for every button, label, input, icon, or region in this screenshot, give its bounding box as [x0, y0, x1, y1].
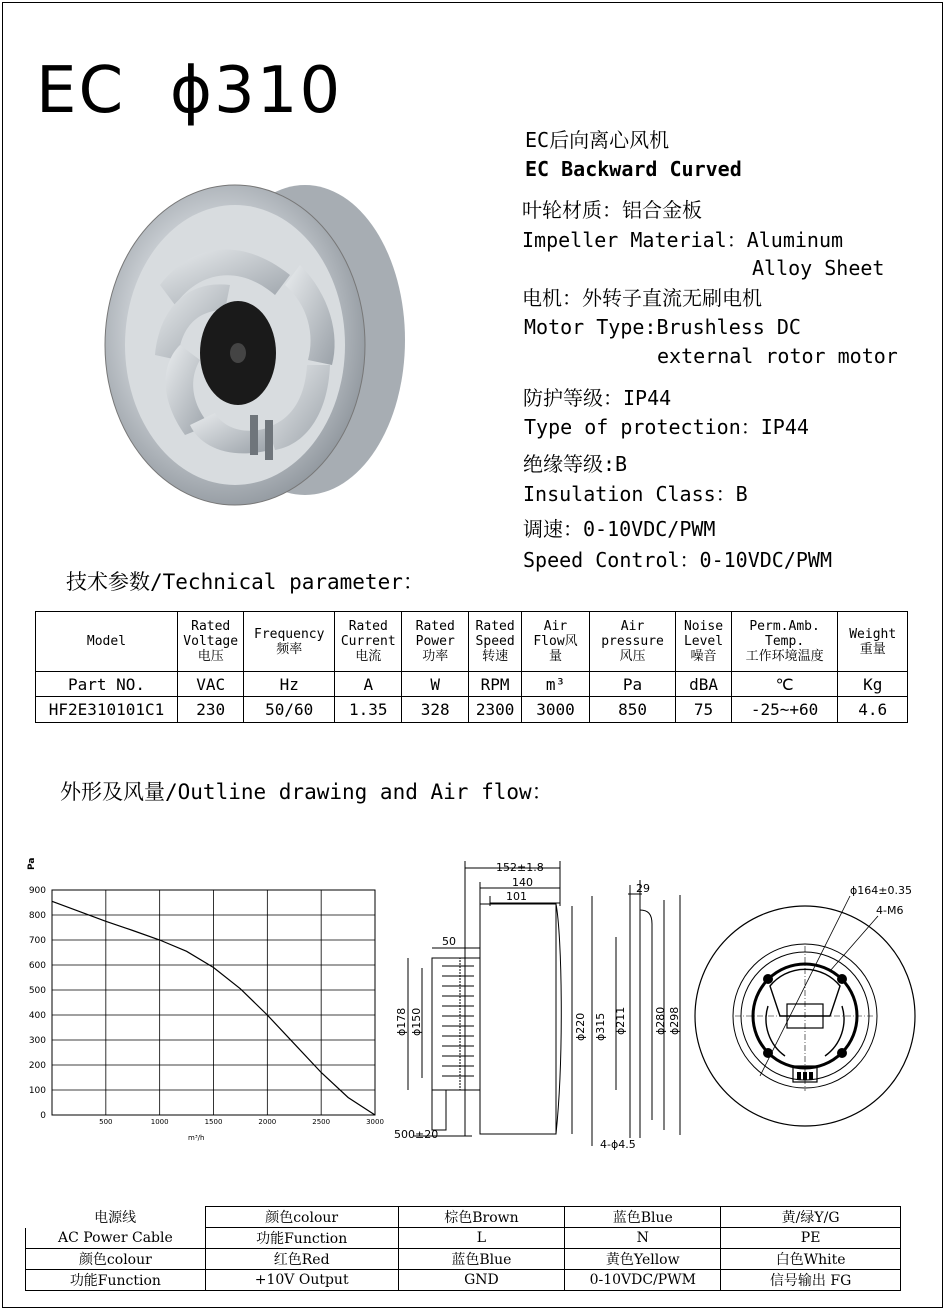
chart-xtick-label: 500 — [99, 1118, 113, 1126]
dim-50: 50 — [442, 935, 456, 948]
tech-units-6: m³ — [522, 672, 589, 697]
cable-cell: N — [565, 1228, 721, 1249]
dim-101: 101 — [506, 890, 527, 903]
tech-values-3: 1.35 — [335, 697, 402, 723]
tech-headers-4: Rated Power 功率 — [402, 612, 468, 672]
airflow-chart — [20, 858, 390, 1148]
chart-ytick-label: 100 — [28, 1086, 46, 1096]
tech-units-3: A — [335, 672, 402, 697]
chart-ytick-label: 200 — [28, 1061, 46, 1071]
tech-values-8: 75 — [676, 697, 731, 723]
spec-type-en: EC Backward Curved — [525, 157, 742, 181]
tech-headers-6: Air Flow风 量 — [522, 612, 589, 672]
tech-headers-5: Rated Speed 转速 — [468, 612, 521, 672]
spec-type-cn: EC后向离心风机 — [525, 128, 670, 152]
tech-headers-3: Rated Current 电流 — [335, 612, 402, 672]
cable-cell: 蓝色Blue — [565, 1207, 721, 1228]
spec-impeller-en: Impeller Material：Aluminum — [522, 228, 844, 252]
dim-140: 140 — [512, 876, 533, 889]
dim-298: ϕ298 — [668, 1006, 681, 1035]
chart-ytick-label: 400 — [28, 1011, 46, 1021]
chart-ytick-label: 600 — [28, 961, 46, 971]
dim-150: ϕ150 — [410, 1007, 423, 1036]
dim-164: ϕ164±0.35 — [850, 884, 912, 897]
tech-values-0: HF2E310101C1 — [36, 697, 178, 723]
page-title: EC ϕ310 — [36, 54, 343, 128]
chart-ytick-label: 300 — [28, 1036, 46, 1046]
cable-cell: AC Power Cable — [26, 1228, 206, 1249]
chart-ytick-label: 900 — [28, 886, 46, 896]
tech-values-2: 50/60 — [244, 697, 335, 723]
tech-headers-10: Weight 重量 — [838, 612, 908, 672]
cable-cell: 0-10VDC/PWM — [565, 1270, 721, 1291]
spec-impeller-cn: 叶轮材质：铝合金板 — [522, 198, 702, 222]
dim-220: ϕ220 — [574, 1012, 587, 1041]
tech-units-7: Pa — [589, 672, 676, 697]
dim-280: ϕ280 — [654, 1006, 667, 1035]
chart-ytick-label: 800 — [28, 911, 46, 921]
tech-values-1: 230 — [177, 697, 243, 723]
tech-units-1: VAC — [177, 672, 243, 697]
tech-values-6: 3000 — [522, 697, 589, 723]
tech-units-9: ℃ — [731, 672, 838, 697]
cable-cell: 白色White — [721, 1249, 901, 1270]
cable-cell: 功能Function — [26, 1270, 206, 1291]
tech-units-2: Hz — [244, 672, 335, 697]
cable-cell: 功能Function — [205, 1228, 398, 1249]
dim-315: ϕ315 — [594, 1012, 607, 1041]
cable-cell: +10V Output — [205, 1270, 398, 1291]
spec-insulation-cn: 绝缘等级:B — [523, 452, 628, 476]
dim-152: 152±1.8 — [496, 861, 544, 874]
outline-title: 外形及风量/Outline drawing and Air flow： — [60, 780, 553, 804]
cable-row — [26, 1228, 901, 1249]
dim-m6: 4-M6 — [876, 904, 904, 917]
tech-values-9: -25~+60 — [731, 697, 838, 723]
spec-impeller-en-2: Alloy Sheet — [752, 256, 885, 280]
spec-motor-cn: 电机：外转子直流无刷电机 — [522, 286, 762, 310]
chart-ytick-label: 700 — [28, 936, 46, 946]
spec-protection-en: Type of protection：IP44 — [524, 415, 809, 439]
cable-cell: 黄色Yellow — [565, 1249, 721, 1270]
chart-xtick-label: 1000 — [150, 1118, 169, 1126]
outline-front-view — [690, 876, 920, 1136]
spec-motor-en: Motor Type:Brushless DC — [524, 315, 801, 339]
tech-params-table — [35, 611, 908, 723]
dim-29: 29 — [636, 882, 650, 895]
tech-headers-1: Rated Voltage 电压 — [177, 612, 243, 672]
dim-178: ϕ178 — [395, 1007, 408, 1036]
chart-xtick-label: 1500 — [204, 1118, 223, 1126]
cable-table — [25, 1206, 901, 1291]
chart-xtick-label: 2000 — [258, 1118, 277, 1126]
cable-row — [26, 1207, 901, 1228]
cable-cell: 颜色colour — [205, 1207, 398, 1228]
tech-units-5: RPM — [468, 672, 521, 697]
dim-4x45: 4-ϕ4.5 — [600, 1138, 636, 1151]
spec-speed-en: Speed Control：0-10VDC/PWM — [523, 548, 832, 572]
tech-values-5: 2300 — [468, 697, 521, 723]
tech-values-4: 328 — [402, 697, 468, 723]
tech-headers-7: Air pressure 风压 — [589, 612, 676, 672]
tech-units-0: Part NO. — [36, 672, 178, 697]
cable-cell: 红色Red — [205, 1249, 398, 1270]
tech-headers-9: Perm.Amb. Temp. 工作环境温度 — [731, 612, 838, 672]
tech-units-8: dBA — [676, 672, 731, 697]
chart-xtick-label: 3000 — [366, 1118, 384, 1126]
spec-protection-cn: 防护等级：IP44 — [523, 386, 672, 410]
cable-cell: 信号输出 FG — [721, 1270, 901, 1291]
cable-cell: 电源线 — [26, 1207, 206, 1228]
chart-xlabel: m³/h — [188, 1134, 205, 1142]
cable-cell: PE — [721, 1228, 901, 1249]
tech-headers-2: Frequency 频率 — [244, 612, 335, 672]
cable-cell: L — [398, 1228, 565, 1249]
chart-ytick-label: 0 — [40, 1111, 46, 1121]
cable-cell: 蓝色Blue — [398, 1249, 565, 1270]
chart-ytick-label: 500 — [28, 986, 46, 996]
tech-params-title: 技术参数/Technical parameter： — [66, 570, 424, 594]
tech-headers-8: Noise Level 噪音 — [676, 612, 731, 672]
cable-row — [26, 1270, 901, 1291]
tech-units-4: W — [402, 672, 468, 697]
cable-cell: 棕色Brown — [398, 1207, 565, 1228]
cable-cell: 黄/绿Y/G — [721, 1207, 901, 1228]
spec-motor-en-2: external rotor motor — [657, 344, 898, 368]
cable-cell: GND — [398, 1270, 565, 1291]
cable-row — [26, 1249, 901, 1270]
dim-211: ϕ211 — [614, 1006, 627, 1035]
chart-ylabel: Pa — [27, 857, 37, 870]
dim-500: 500±20 — [394, 1128, 439, 1141]
tech-headers-0: Model — [36, 612, 178, 672]
fan-photo — [100, 185, 410, 515]
chart-xtick-label: 2500 — [312, 1118, 331, 1126]
spec-insulation-en: Insulation Class：B — [523, 482, 748, 506]
spec-speed-cn: 调速：0-10VDC/PWM — [523, 517, 716, 541]
tech-values-7: 850 — [589, 697, 676, 723]
tech-units-10: Kg — [838, 672, 908, 697]
cable-cell: 颜色colour — [26, 1249, 206, 1270]
tech-values-10: 4.6 — [838, 697, 908, 723]
